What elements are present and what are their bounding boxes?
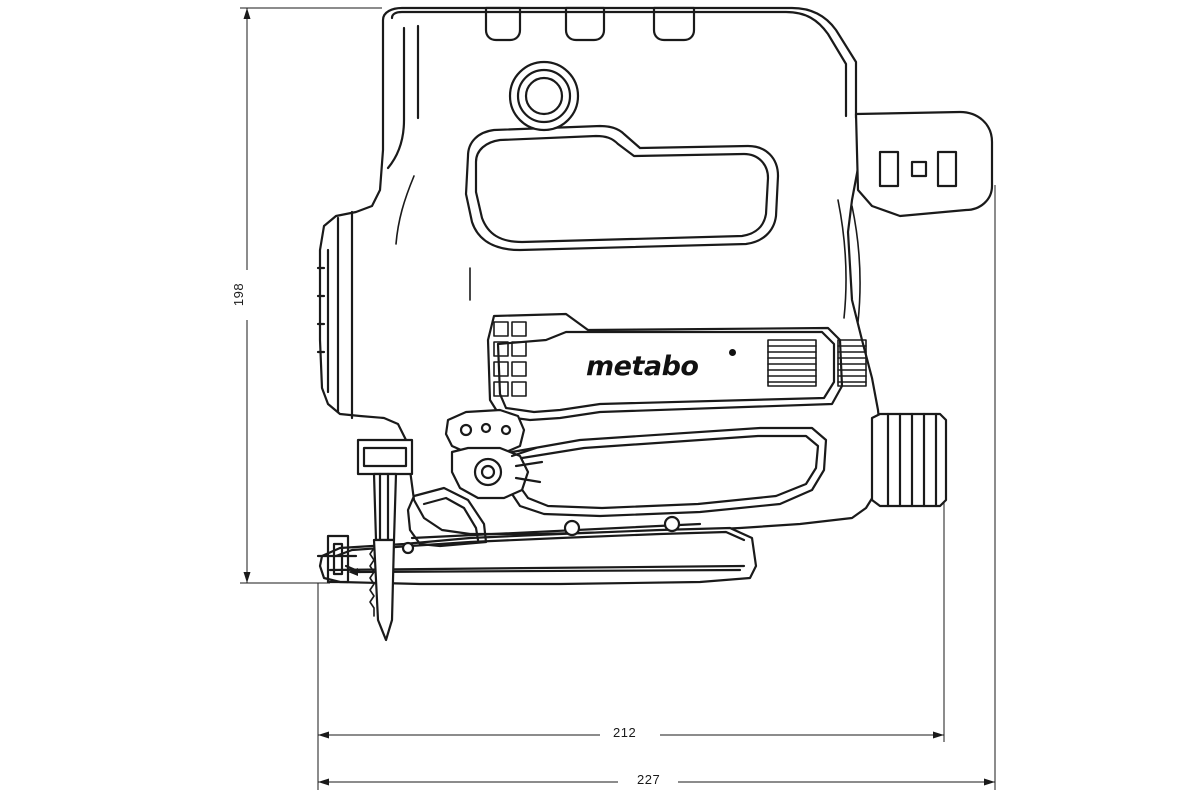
dimension-label-height: 198 [231, 282, 247, 307]
brand-dot-icon [729, 349, 736, 356]
dimension-label-length-body: 212 [613, 725, 637, 740]
dimension-label-length-overall: 227 [637, 772, 661, 787]
brand-wordmark: metabo [586, 351, 699, 382]
jigsaw-outline [318, 8, 992, 640]
